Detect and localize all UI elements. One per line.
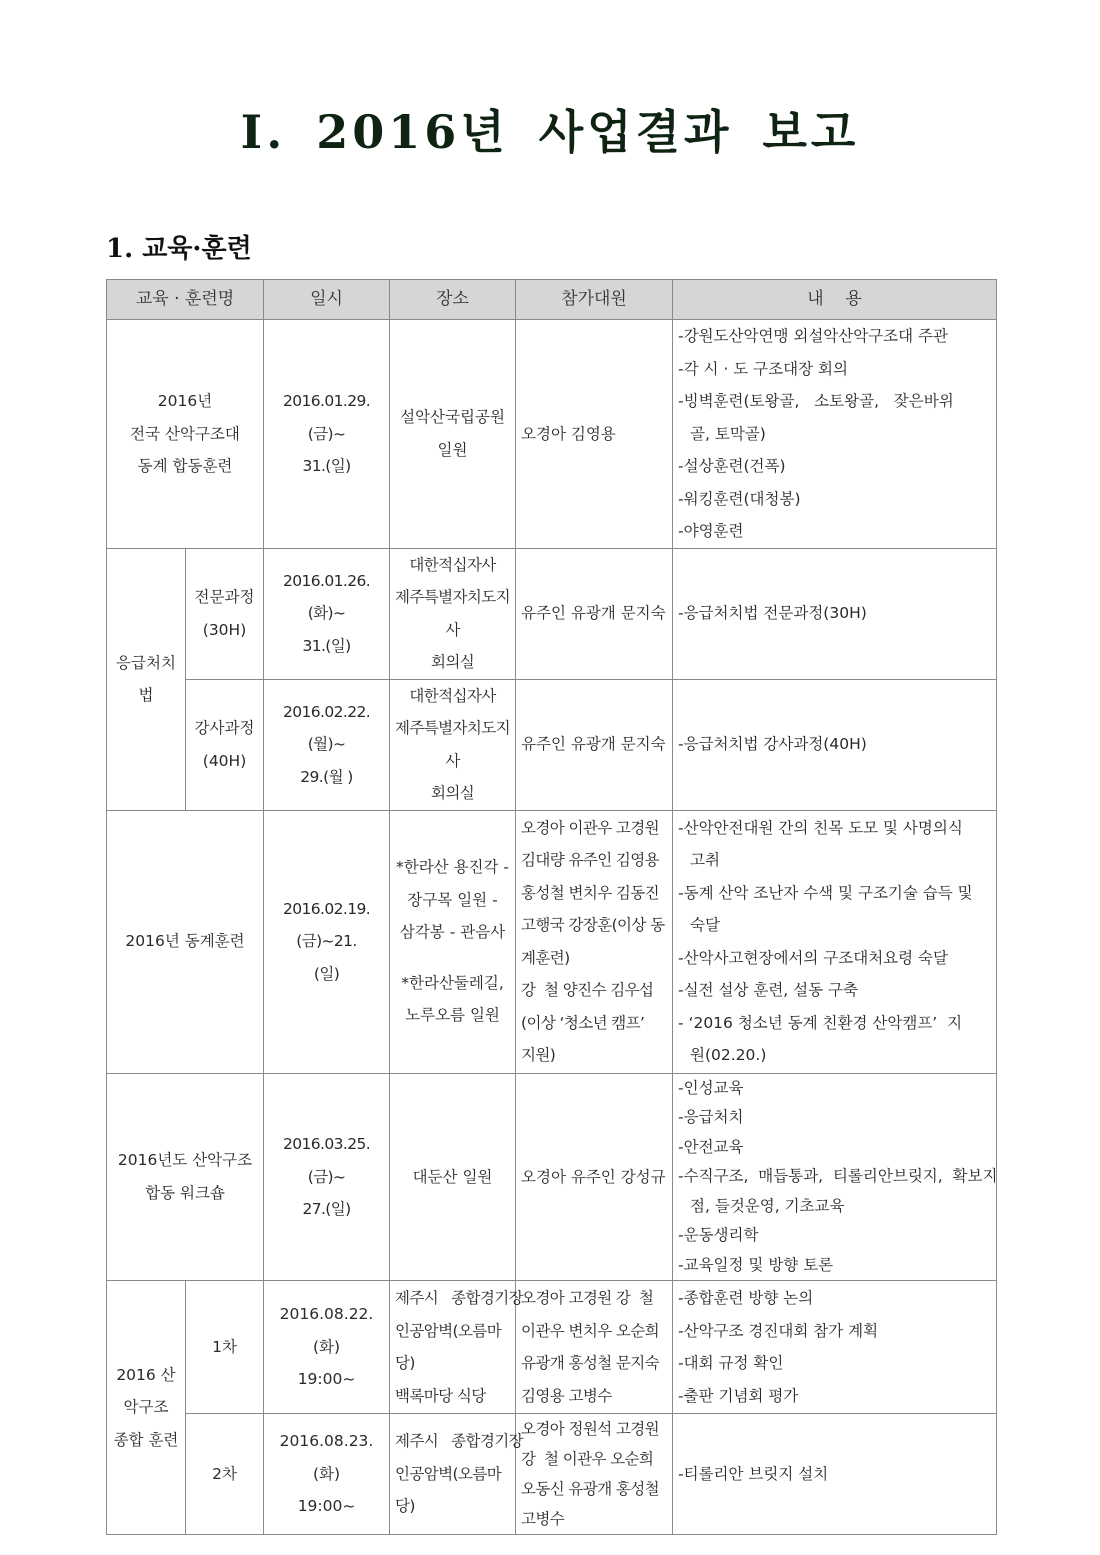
content-cell: -응급처치법 전문과정(30H): [673, 548, 997, 679]
date-cell: 2016.01.29.(금)~ 31.(일): [264, 320, 390, 549]
sub-name-cell: 강사과정 (40H): [186, 679, 264, 810]
training-table: [106, 279, 997, 1535]
header-place: 장소: [390, 280, 516, 320]
table-row: [107, 1281, 997, 1414]
sub-name-cell: 2차: [186, 1414, 264, 1535]
header-members: 참가대원: [516, 280, 673, 320]
members-cell: 유주인 유광개 문지숙: [516, 548, 673, 679]
place-cell: 대둔산 일원: [390, 1073, 516, 1281]
members-cell: 오경아 고경원 강 철 이관우 변치우 오순희 유광개 홍성철 문지숙 김영용 고병수: [516, 1281, 673, 1414]
content-cell: -강원도산악연맹 외설악산악구조대 주관 -각 시 · 도 구조대장 회의 -빙벽훈련(토왕골, 소토왕골, 잦은바위 골, 토막골) -설상훈련(건폭) -워킹훈련(대청봉) -야영훈련: [673, 320, 997, 549]
group-name-cell: 2016 산악구조 종합 훈련: [107, 1281, 186, 1535]
date-cell: 2016.08.22.(화) 19:00~: [264, 1281, 390, 1414]
date-cell: 2016.01.26.(화)~ 31.(일): [264, 548, 390, 679]
header-content: 내 용: [673, 280, 997, 320]
page-title: Ⅰ. 2016년 사업결과 보고: [240, 105, 860, 159]
training-name-cell: 2016년 전국 산악구조대 동계 합동훈련: [107, 320, 264, 549]
training-name-cell: 2016년 동계훈련: [107, 810, 264, 1073]
members-cell: 오경아 이관우 고경원 김대량 유주인 김영용 홍성철 변치우 김동진 고행국 강장훈(이상 동 계훈련) 강 철 양진수 김우섭 (이상 ‘청소년 캠프’ 지원): [516, 810, 673, 1073]
content-cell: -산악안전대원 간의 친목 도모 및 사명의식 고취 -동계 산악 조난자 수색 및 구조기술 습득 및 숙달 -산악사고현장에서의 구조대처요령 숙달 -실전 설상 훈련, 설동 구축 - ‘2016 청소년 동계 친환경 산악캠프’ 지 원(02.20.): [673, 810, 997, 1073]
sub-name-cell: 전문과정 (30H): [186, 548, 264, 679]
date-cell: 2016.03.25.(금)~ 27.(일): [264, 1073, 390, 1281]
place-cell: 제주시 종합경기장 인공암벽(오름마당) 백록마당 식당: [390, 1281, 516, 1414]
header-training-name: 교육 · 훈련명: [107, 280, 264, 320]
table-row: [107, 1414, 997, 1535]
members-cell: 유주인 유광개 문지숙: [516, 679, 673, 810]
sub-name-cell: 1차: [186, 1281, 264, 1414]
date-cell: 2016.08.23.(화) 19:00~: [264, 1414, 390, 1535]
place-cell: 대한적십자사 제주특별자치도지사 회의실: [390, 679, 516, 810]
table-row: [107, 810, 997, 1073]
place-cell: 제주시 종합경기장 인공암벽(오름마당): [390, 1414, 516, 1535]
table-header-row: [107, 280, 997, 320]
table-row: [107, 548, 997, 679]
training-name-cell: 2016년도 산악구조 합동 워크숍: [107, 1073, 264, 1281]
date-cell: 2016.02.22.(월)~ 29.(월 ): [264, 679, 390, 810]
header-date: 일시: [264, 280, 390, 320]
members-cell: 오경아 김영용: [516, 320, 673, 549]
group-name-cell: 응급처치법: [107, 548, 186, 810]
content-cell: -종합훈련 방향 논의 -산악구조 경진대회 참가 계획 -대회 규정 확인 -출판 기념회 평가: [673, 1281, 997, 1414]
table-row: [107, 320, 997, 549]
content-cell: -티롤리안 브릿지 설치: [673, 1414, 997, 1535]
place-cell: 설악산국립공원 일원: [390, 320, 516, 549]
date-cell: 2016.02.19.(금)~21. (일): [264, 810, 390, 1073]
members-cell: 오경아 정원석 고경원 강 철 이관우 오순희 오동신 유광개 홍성철 고병수: [516, 1414, 673, 1535]
table-row: [107, 1073, 997, 1281]
place-cell: 대한적십자사 제주특별자치도지사 회의실: [390, 548, 516, 679]
place-cell: *한라산 용진각 - 장구목 일원 - 삼각봉 - 관음사 *한라산둘레길, 노루오름 일원: [390, 810, 516, 1073]
table-row: [107, 679, 997, 810]
content-cell: -인성교육 -응급처치 -안전교육 -수직구조, 매듭통과, 티롤리안브릿지, 확보지 점, 들것운영, 기초교육 -운동생리학 -교육일정 및 방향 토론: [673, 1073, 997, 1281]
section-heading: 1. 교육·훈련: [106, 234, 252, 264]
members-cell: 오경아 유주인 강성규: [516, 1073, 673, 1281]
content-cell: -응급처치법 강사과정(40H): [673, 679, 997, 810]
